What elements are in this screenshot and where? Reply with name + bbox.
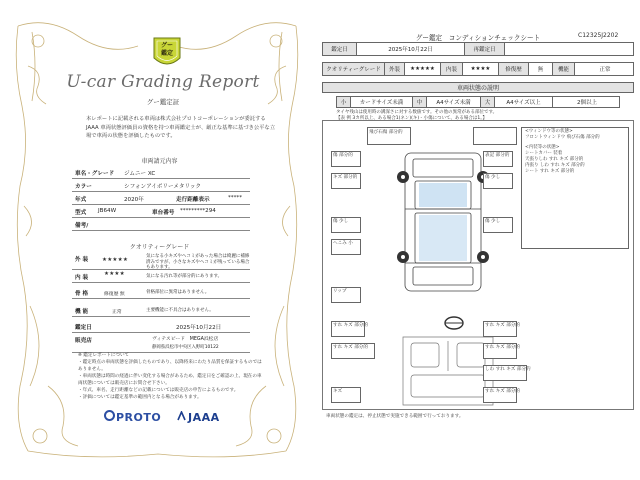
notes-title: ※ 鑑定レポートについて [78,353,130,358]
quality-row-interior: 内 装 ★★★★ 気になる汚れ等が部分的にあります。 [72,270,250,283]
tire-legend-note: タイヤ残山は使用時の溝深さに対する数値です。その他の異常がある部位です。 [336,110,498,115]
grading-certificate [8,6,306,468]
quality-row-exterior: 外 装 ★★★★★ 気になる小キズやヘコミがあった場合は綺麗に補修済みですが、小さなキズやヘコミが残っている場合もあります。 [72,252,250,270]
vehicle-row-year: 年式 2020年 走行距離表示 ***** [72,192,250,205]
vehicle-row-model: 型式 JB64W 車台番号 *********294 [72,205,250,218]
grade-table: クオリティーグレード 外装 ★★★★★ 内装 ★★★★ 修復歴 無 機能 正常 [322,62,634,76]
proto-logo: PROTO [116,411,162,424]
sheet-title: グー鑑定 コンディションチェックシート [415,34,541,42]
quality-section-title: クオリティーグレード [129,244,190,251]
sub-legend-note: 【表 例 3カ所以上、ある場合1(ネン)(キ) - 小傷について、ある場合は1。】 [336,116,488,121]
date-table: 鑑定日 2025年10月22日 再鑑定日 [322,42,634,56]
document-number: C12325J2202 [578,32,619,39]
badge-label: グー 鑑定 [160,42,173,57]
certificate-title: U-car Grading Report [66,72,260,92]
vehicle-row-name: 車名・グレード ジムニー XC [72,166,250,179]
note-4: ・評価については鑑定基準の範囲内となる場合があります。 [78,395,202,400]
callout-box [473,127,517,145]
certificate-intro: 本レポートに記載される車両は株式会社プロトコーポレーションが委託する JAAA 車両状態評価員の資格を持つ車両鑑定士が、厳正な基準に基づき公平な立場で車両の状態を評価したものです。 [86,116,276,139]
jaaa-logo: JAAA [188,411,220,424]
quality-row-function: 機 能 正常 主要機能に不具合はありません。 [72,304,250,317]
vehicle-state-title: 車両状態の説明 [322,82,634,93]
sheet-footer-note: 車両状態の鑑定は、停止状態で実施できる範囲で行っております。 [326,414,464,419]
steering-wheel-icon [443,315,465,331]
note-1: ・鑑定時点の車両状態を評価したものであり、以降将来にわたり品質を保証するものではありません。 [78,360,262,372]
quality-row-frame: 骨 格 修復歴 無 骨格部位に異常はありません。 [72,286,250,299]
note-2: ・車両状態は時間の経過に伴い変化する場合があるため、鑑定日をご確認の上、現在の車両状態については販売店にお問合せ下さい。 [78,374,262,386]
jaaa-logo-icon [177,411,186,421]
appraisal-date-row: 鑑定日 2025年10月22日 [72,320,250,333]
vehicle-row-remarks: 備考/ [72,218,250,231]
certificate-subtitle: グー鑑定証 [146,98,180,106]
vehicle-diagram: 飛び石傷 部分的 傷 部分的 表記 部分的 キズ 部分的 傷 少し 傷 少し 傷 少し へこみ 小 リップ <ウィンドウ等の状態> フロントウィンドウ 飛び石傷 部分的 <内装等の状態> シートカバー 装着 天張りしわ すれ キズ 部分的 内張り しわ すれ キズ 部分的 シート すれ キズ 部分的 すれ キズ 部分的 すれ キズ 部分的 すれ キズ 部分的 すれ キズ 部分的 しわ すれ キズ 部分的 すれ キズ 部分的 キズ [322,120,634,410]
seller-row: 販売店 ヴィテスピード MEGA浜松店 静岡県浜松市中央区入野町10122 [72,333,250,353]
note-3: ・年式、車名、走行距離などの記載については販売店の申告によるものです。 [78,388,239,393]
damage-size-legend: 小 カードサイズ未満 中 A4サイズ未満 大 A4サイズ以上 2個以上 [336,96,620,108]
vehicle-row-color: カラー シフォンアイボリーメタリック [72,179,250,192]
vehicle-section-title: 車両請元内容 [141,158,178,165]
proto-logo-icon [104,410,115,421]
